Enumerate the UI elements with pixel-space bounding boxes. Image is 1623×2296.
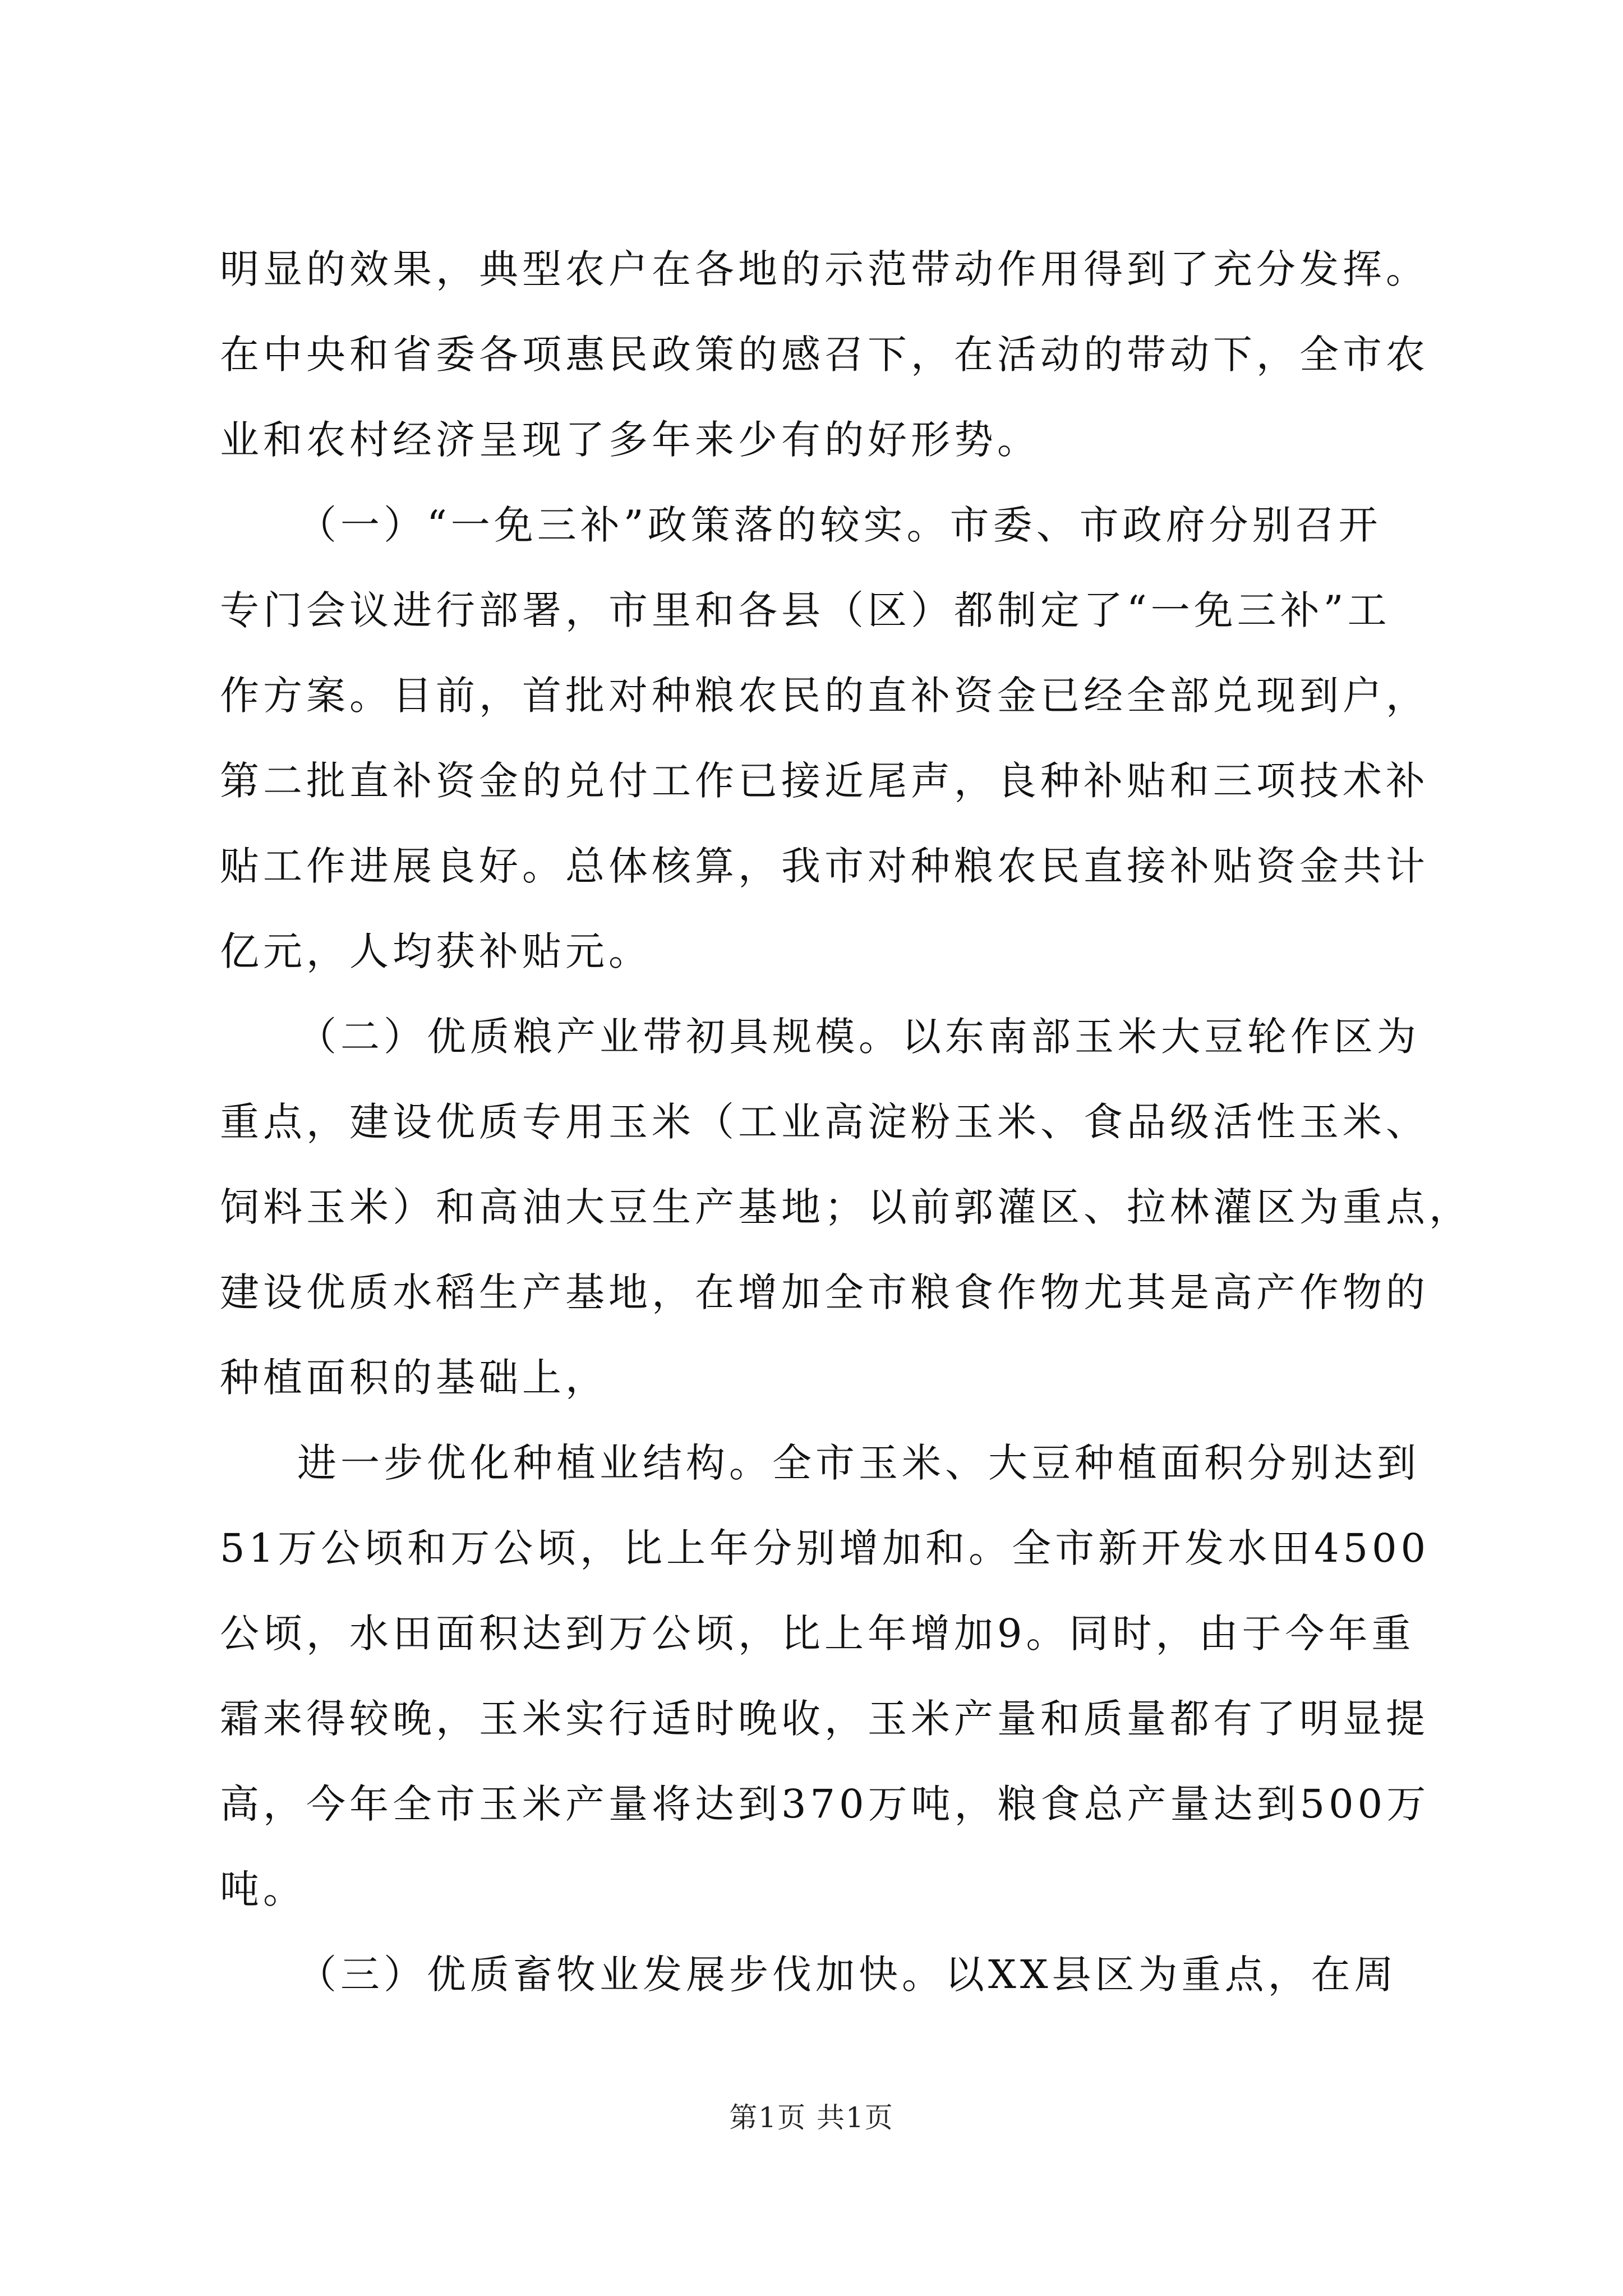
text-line: 种植面积的基础上，: [220, 1355, 608, 1401]
body-text: [220, 227, 1472, 2017]
text-line: 明显的效果，典型农户在各地的示范带动作用得到了充分发挥。: [220, 246, 1429, 292]
page-footer: 第1页 共1页: [729, 2101, 894, 2134]
text-line: 进一步优化种植业结构。全市玉米、大豆种植面积分别达到: [297, 1440, 1420, 1486]
text-line: 亿元，人均获补贴元。: [220, 928, 652, 974]
text-line: 高，今年全市玉米产量将达到370万吨，粮食总产量达到500万: [220, 1781, 1430, 1827]
text-line: 贴工作进展良好。总体核算，我市对种粮农民直接补贴资金共计: [220, 843, 1429, 889]
text-line: 公顷，水田面积达到万公顷，比上年增加9。同时，由于今年重: [220, 1611, 1415, 1657]
text-line: （一）“一免三补”政策落的较实。市委、市政府分别召开: [297, 502, 1382, 548]
text-line: （二）优质粮产业带初具规模。以东南部玉米大豆轮作区为: [297, 1014, 1420, 1060]
text-line: （三）优质畜牧业发展步伐加快。以XX县区为重点，在周: [297, 1952, 1398, 1998]
text-line: 饲料玉米）和高油大豆生产基地；以前郭灌区、拉林灌区为重点，: [220, 1184, 1472, 1230]
text-line: 51万公顷和万公顷，比上年分别增加和。全市新开发水田4500: [220, 1525, 1430, 1571]
text-line: 吨。: [220, 1866, 306, 1912]
text-line: 建设优质水稻生产基地，在增加全市粮食作物尤其是高产作物的: [220, 1269, 1429, 1315]
text-line: 在中央和省委各项惠民政策的感召下，在活动的带动下，全市农: [220, 332, 1429, 378]
text-line: 作方案。目前，首批对种粮农民的直补资金已经全部兑现到户，: [220, 673, 1429, 719]
text-line: 专门会议进行部署，市里和各县（区）都制定了“一免三补”工: [220, 587, 1391, 633]
text-line: 重点，建设优质专用玉米（工业高淀粉玉米、食品级活性玉米、: [220, 1099, 1429, 1145]
text-line: 霜来得较晚，玉米实行适时晚收，玉米产量和质量都有了明显提: [220, 1696, 1429, 1742]
text-line: 业和农村经济呈现了多年来少有的好形势。: [220, 417, 1040, 463]
text-line: 第二批直补资金的兑付工作已接近尾声，良种补贴和三项技术补: [220, 758, 1429, 804]
